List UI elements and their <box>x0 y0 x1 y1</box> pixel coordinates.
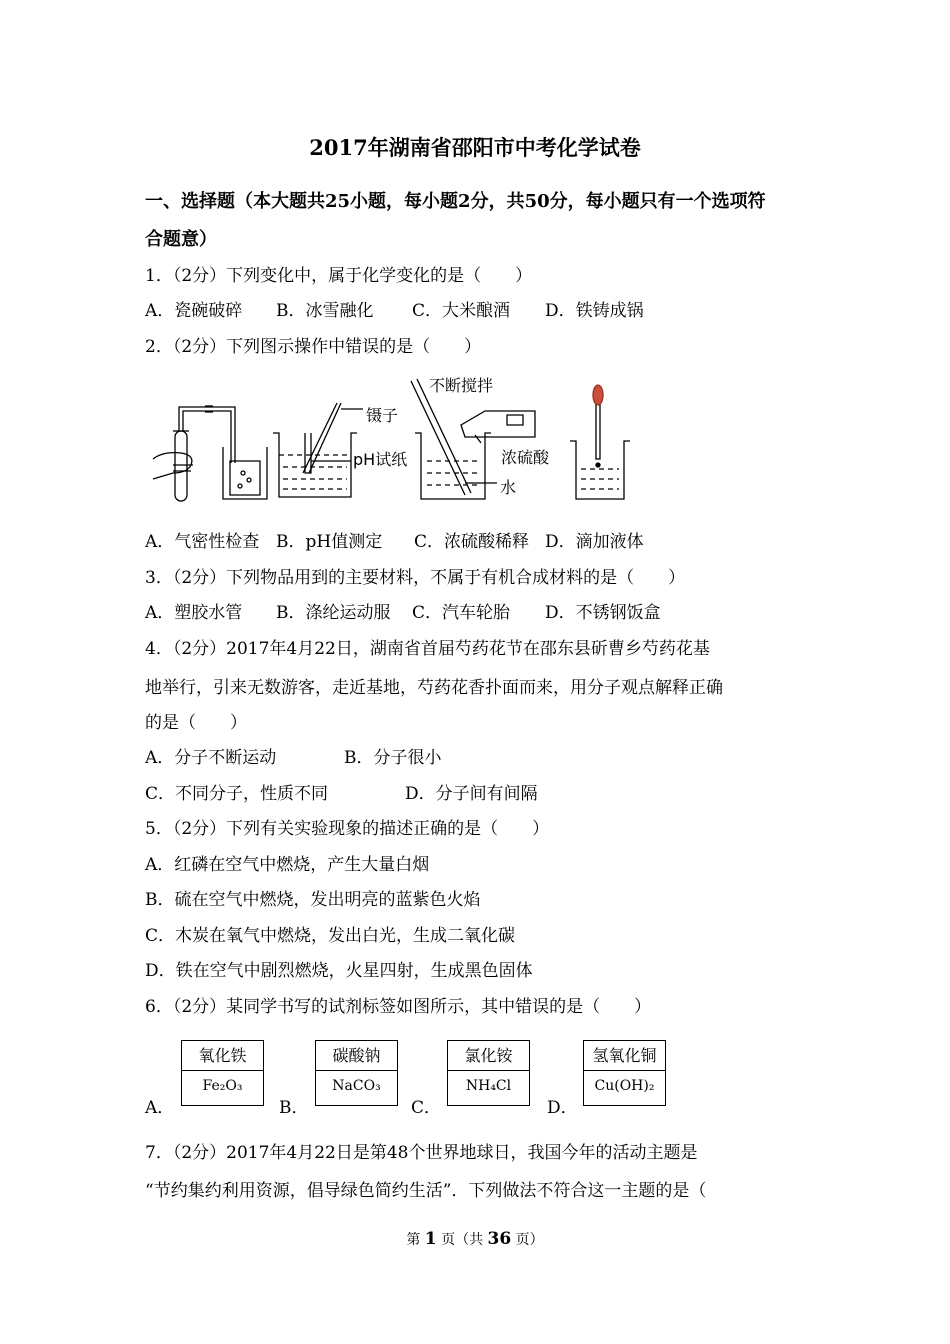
label-ph-paper: pH试纸 <box>353 450 408 469</box>
section-heading-line1: 一、选择题（本大题共25小题，每小题2分，共50分，每小题只有一个选项符 <box>145 191 766 212</box>
q1-option-c: C．大米酿酒 <box>412 301 511 321</box>
q3-option-b: B．涤纶运动服 <box>276 603 391 623</box>
reagent-formula-b: NaCO₃ <box>332 1078 381 1094</box>
q2-option-c: C．浓硫酸稀释 <box>414 532 530 552</box>
footer-pre: 第 <box>406 1232 421 1248</box>
label-tweezers: 镊子 <box>366 406 399 425</box>
q4-line3: 的是（ ） <box>145 713 247 733</box>
q4-options-row1 <box>145 743 442 768</box>
reagent-label-a <box>181 1040 264 1106</box>
q5-stem: 5．（2分）下列有关实验现象的描述正确的是（ ） <box>145 819 550 839</box>
figure-b-ph-test <box>273 403 363 497</box>
label-stir: 不断搅拌 <box>429 376 494 395</box>
section-heading-line2: 合题意） <box>145 229 217 250</box>
q5-option-b: B．硫在空气中燃烧，发出明亮的蓝紫色火焰 <box>145 890 481 910</box>
label-water: 水 <box>500 478 517 497</box>
q4-options-row2 <box>145 779 538 804</box>
figure-d-dropper <box>570 385 630 499</box>
q4-option-d: D．分子间有间隔 <box>405 784 538 804</box>
label-acid: 浓硫酸 <box>501 448 550 467</box>
page-footer <box>0 1229 950 1249</box>
q1-option-b: B．冰雪融化 <box>276 301 374 321</box>
q1-option-d: D．铁铸成锅 <box>545 301 644 321</box>
q1-option-a: A．瓷碗破碎 <box>145 301 243 321</box>
q6-letter-b: B． <box>279 1098 309 1118</box>
q2-options <box>145 527 644 552</box>
q3-options <box>145 598 661 623</box>
reagent-label-c <box>447 1040 530 1106</box>
q2-option-b: B．pH值测定 <box>276 532 383 552</box>
reagent-name-b: 碳酸钠 <box>316 1041 397 1071</box>
q4-line1: 4．（2分）2017年4月22日，湖南省首届芍药花节在邵东县斫曹乡芍药花基 <box>145 639 710 659</box>
reagent-formula-a: Fe₂O₃ <box>202 1078 243 1094</box>
q5-option-d: D．铁在空气中剧烈燃烧，火星四射，生成黑色固体 <box>145 961 533 981</box>
q2-option-d: D．滴加液体 <box>545 532 644 552</box>
reagent-name-d: 氢氧化铜 <box>584 1041 665 1071</box>
footer-page-number: 1 <box>424 1229 437 1249</box>
q3-option-a: A．塑胶水管 <box>145 603 243 623</box>
q3-option-d: D．不锈钢饭盒 <box>545 603 661 623</box>
q3-option-c: C．汽车轮胎 <box>412 603 511 623</box>
q4-option-a: A．分子不断运动 <box>145 748 277 768</box>
reagent-formula-c: NH₄Cl <box>465 1078 512 1094</box>
reagent-formula-d: Cu(OH)₂ <box>594 1078 655 1094</box>
q7-line1: 7．（2分）2017年4月22日是第48个世界地球日，我国今年的活动主题是 <box>145 1143 698 1163</box>
q2-figure <box>145 373 645 508</box>
q6-letter-c: C． <box>411 1098 442 1118</box>
figure-a-airtight-check <box>153 406 267 501</box>
q6-letter-a: A． <box>145 1098 175 1118</box>
figure-c-acid-dilution <box>411 379 535 499</box>
footer-mid: 页（共 <box>441 1232 484 1248</box>
q6-stem: 6．（2分）某同学书写的试剂标签如图所示，其中错误的是（ ） <box>145 997 652 1017</box>
footer-total-pages: 36 <box>487 1229 512 1249</box>
q2-option-a: A．气密性检查 <box>145 532 260 552</box>
page-title: 2017年湖南省邵阳市中考化学试卷 <box>309 135 641 160</box>
q5-option-a: A．红磷在空气中燃烧，产生大量白烟 <box>145 855 430 875</box>
q1-options <box>145 296 644 321</box>
q6-letter-d: D． <box>547 1098 578 1118</box>
q5-option-c: C．木炭在氧气中燃烧，发出白光，生成二氧化碳 <box>145 926 516 946</box>
reagent-name-a: 氧化铁 <box>182 1041 263 1071</box>
reagent-label-b <box>315 1040 398 1106</box>
q4-option-b: B．分子很小 <box>344 748 442 768</box>
reagent-label-d <box>583 1040 666 1106</box>
q4-line2: 地举行，引来无数游客，走近基地，芍药花香扑面而来，用分子观点解释正确 <box>145 678 723 698</box>
q3-stem: 3．（2分）下列物品用到的主要材料，不属于有机合成材料的是（ ） <box>145 568 686 588</box>
q4-option-c: C．不同分子，性质不同 <box>145 784 329 804</box>
q2-stem: 2．（2分）下列图示操作中错误的是（ ） <box>145 337 482 357</box>
q1-stem: 1．（2分）下列变化中，属于化学变化的是（ ） <box>145 266 533 286</box>
footer-post: 页） <box>515 1232 544 1248</box>
reagent-name-c: 氯化铵 <box>448 1041 529 1071</box>
q7-line2: “节约集约利用资源，倡导绿色简约生活”．下列做法不符合这一主题的是（ <box>145 1181 707 1201</box>
